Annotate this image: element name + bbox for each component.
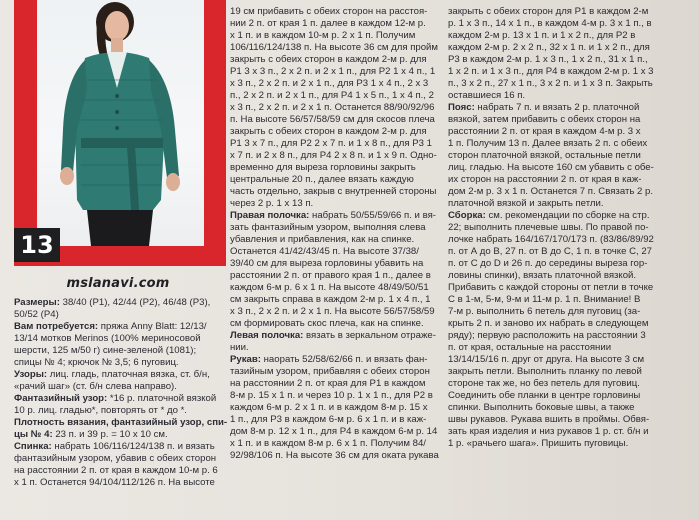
text-line <box>230 114 445 126</box>
line-text: п., 2 х 2 п. и 2 х 1 п., для Р4 1 х 5 п., 1 х 4 п., 2 <box>230 90 434 101</box>
section-label: Плотность вязания, фантазийный узор, спи- <box>14 417 228 428</box>
line-text: дом 8-м р. 12 х 1 п., для Р4 в каждом 6-м р. 14 <box>230 426 438 437</box>
text-line <box>448 114 694 126</box>
text-line <box>448 246 694 258</box>
text-line <box>448 90 694 102</box>
text-column-1 <box>14 297 226 489</box>
line-text: через 2 р. 1 х 13 п. <box>230 198 314 209</box>
line-text: п. от А до В, 27 п. от В до С, 1 п. в точке С, 27 <box>448 246 653 257</box>
line-text: швы рукавов. Рукава вшить в проймы. Обвя- <box>448 414 650 425</box>
line-text: 22; выполнить плечевые швы. По правой по- <box>448 222 649 233</box>
text-line <box>14 357 226 369</box>
text-line <box>230 306 445 318</box>
text-line <box>448 258 694 270</box>
text-line <box>230 42 445 54</box>
line-text: зать края изделия и низ рукавов 1 р. ст. б/н и <box>448 426 649 437</box>
line-text: 1 х 2 п. и 1 х 3 п., для Р4 в каждом 2-м р. 1 х 3 <box>448 66 654 77</box>
line-text: закрыть с обеих сторон в каждом 2-м р. для <box>230 54 427 65</box>
line-text: 13/14 мотков Merinos (100% мериносовой <box>14 333 201 344</box>
line-text: каждом 6-м р. 2 х 1 п. и в каждом 8-м р. 15 х <box>230 402 428 413</box>
text-line <box>14 405 226 417</box>
text-line <box>448 378 694 390</box>
line-text: 92/98/106 п. На высоте 36 см для оката рукава <box>230 450 439 461</box>
text-line <box>448 294 694 306</box>
text-line <box>230 138 445 150</box>
section-label: Пояс: <box>448 102 475 113</box>
line-text: х 3 п., 2 х 2 п. и 2 х 1 п. Останется 88/90/92/96 <box>230 102 435 113</box>
text-line <box>230 294 445 306</box>
text-line <box>230 450 445 462</box>
text-line <box>448 150 694 162</box>
line-text: спинки. Выполнить боковые швы, а также <box>448 402 635 413</box>
text-line <box>230 438 445 450</box>
line-text: см закрыть справа в каждом 2-м р. 1 х 4 п., 1 <box>230 294 431 305</box>
text-line <box>448 54 694 66</box>
line-text: убавления и прибавления, как на спинке. <box>230 234 415 245</box>
text-line <box>14 381 226 393</box>
line-text: ряду); первую расположить на расстоянии 3 <box>448 330 646 341</box>
text-line <box>230 102 445 114</box>
text-line <box>14 297 226 309</box>
text-line <box>14 453 226 465</box>
text-line <box>14 333 226 345</box>
line-text: закрыть петли. Выполнить планку по левой <box>448 366 642 377</box>
line-text: нии 2 п. от края 1 п. далее в каждом 12-м р. <box>230 18 426 29</box>
text-line <box>230 90 445 102</box>
text-line <box>448 366 694 378</box>
line-text: вязать в зеркальном отраже- <box>303 330 436 341</box>
line-text: их сторон на расстоянии 2 п. от края в каж- <box>448 174 642 185</box>
line-text: 23 п. и 39 р. = 10 х 10 см. <box>52 429 168 440</box>
text-line <box>448 270 694 282</box>
text-line <box>230 414 445 426</box>
line-text: центральные 20 п., далее вязать каждую <box>230 174 414 185</box>
line-text: сторон платочной вязкой, остальные петли <box>448 150 641 161</box>
text-line <box>448 30 694 42</box>
text-line <box>448 6 694 18</box>
line-text: х 3 п., 2 х 2 п. и 2 х 1 п. На высоте 56/57/58/59 <box>230 306 435 317</box>
model-photo <box>37 0 204 246</box>
text-line <box>230 210 445 222</box>
line-text: Останется 41/42/43/45 п. На высоте 37/38/ <box>230 246 419 257</box>
text-column-2 <box>230 6 445 462</box>
text-line <box>448 222 694 234</box>
line-text: Р1 3 х 3 п., 2 х 2 п. и 2 х 1 п., для Р2 1 х 4 п., 1 <box>230 66 436 77</box>
section-label: Сборка: <box>448 210 486 221</box>
line-text: часть отдельно, закрыв с внутренней стороны <box>230 186 437 197</box>
section-label: Рукав: <box>230 354 261 365</box>
text-line <box>448 306 694 318</box>
text-line <box>230 126 445 138</box>
line-text: фантазийным узором, убавив с обеих сторон <box>14 453 217 464</box>
text-line <box>448 198 694 210</box>
line-text: расстоянии 2 п. от края в каждом 4-м р. 3 х <box>448 126 641 137</box>
text-line <box>448 18 694 30</box>
section-label: Правая полочка: <box>230 210 310 221</box>
text-line <box>230 150 445 162</box>
line-text: ловины спинки), вязать платочной вязкой. <box>448 270 637 281</box>
text-line <box>230 198 445 210</box>
line-text: 7-м р. выполнить 6 петель для пуговиц (за- <box>448 306 641 317</box>
text-line <box>230 378 445 390</box>
site-watermark: mslanavi.com <box>66 276 170 291</box>
text-line <box>448 78 694 90</box>
line-text: п. от С до D и 26 п. до середины выреза гор- <box>448 258 648 269</box>
line-text: 13/14/15/16 п. друг от друга. На высоте 3 см <box>448 354 645 365</box>
section-label: Спинка: <box>14 441 52 452</box>
photo-frame <box>14 0 226 266</box>
line-text: х 7 п. и 2 х 8 п., для Р4 2 х 8 п. и 1 х 9 п. Одно- <box>230 150 437 161</box>
line-text: закрыть с обеих сторон для Р1 в каждом 2-м <box>448 6 649 17</box>
line-text: наорать 52/58/62/66 п. и вязать фан- <box>260 354 428 365</box>
text-line <box>448 342 694 354</box>
line-text: С в 1-м, 5-м, 9-м и 11-м р. 1 п. Внимание! В <box>448 294 641 305</box>
line-text: 39/40 см для выреза горловины убавить на <box>230 258 424 269</box>
line-text: пряжа Anny Blatt: 12/13/ <box>98 321 207 332</box>
line-text: лочке набрать 164/167/170/173 п. (83/86/89/92 <box>448 234 654 245</box>
text-line <box>14 477 226 489</box>
text-line <box>230 342 445 354</box>
text-line <box>14 393 226 405</box>
text-line <box>230 270 445 282</box>
line-text: 1 п., для Р3 в каждом 6-м р. 6 х 1 п. и в каж- <box>230 414 427 425</box>
text-line <box>230 282 445 294</box>
line-text: вязкой, затем прибавить с обеих сторон на <box>448 114 641 125</box>
line-text: х 3 п., 2 х 2 п. и 2 х 1 п., для Р3 1 х 4 п., 2 х 3 <box>230 78 429 89</box>
line-text: оставшиеся 16 п. <box>448 90 526 101</box>
text-line <box>230 174 445 186</box>
text-line <box>230 222 445 234</box>
text-line <box>230 246 445 258</box>
line-text: п. На высоте 56/57/58/59 см для скосов плеча <box>230 114 435 125</box>
text-line <box>14 441 226 453</box>
section-label: Узоры: <box>14 369 48 380</box>
text-line <box>14 417 226 429</box>
line-text: х 1 п. и в каждом 10-м р. 2 х 1 п. Получим <box>230 30 416 41</box>
line-text: Р3 в каждом 2-м р. 1 х 3 п., 1 х 2 п., 31 х 1 п., <box>448 54 648 65</box>
line-text: 19 см прибавить с обеих сторон на расстоя- <box>230 6 428 17</box>
text-line <box>448 42 694 54</box>
section-label: Вам потребуется: <box>14 321 99 332</box>
model-number-badge: 13 <box>14 228 60 262</box>
text-line <box>230 258 445 270</box>
line-text: расстоянии 2 п. от правого края 1 п., далее в <box>230 270 431 281</box>
line-text: п., 3 х 2 п., 27 х 1 п., 3 х 2 п. и 1 х 3 п. Закрыть <box>448 78 653 89</box>
text-column-3 <box>448 6 694 450</box>
text-line <box>230 186 445 198</box>
text-line <box>14 465 226 477</box>
line-text: нии. <box>230 342 249 353</box>
line-text: 1 р. «рачьего шага». Пришить пуговицы. <box>448 438 629 449</box>
line-text: каждом 2-м р. 13 х 1 п. и 1 х 2 п., для Р2 в <box>448 30 636 41</box>
line-text: Соединить обе планки в центре горловины <box>448 390 641 401</box>
line-text: 38/40 (Р1), 42/44 (Р2), 46/48 (Р3), <box>59 297 211 308</box>
text-line <box>230 78 445 90</box>
line-text: х 1 п. и в каждом 8-м р. 6 х 1 п. Получим 84/ <box>230 438 426 449</box>
line-text: закрыть с обеих сторон в каждом 2-м р. для <box>230 126 427 137</box>
text-line <box>230 390 445 402</box>
text-line <box>230 54 445 66</box>
line-text: временно для выреза горловины закрыть <box>230 162 416 173</box>
text-line <box>230 234 445 246</box>
text-line <box>230 402 445 414</box>
section-label: Размеры: <box>14 297 60 308</box>
text-line <box>230 426 445 438</box>
text-line <box>230 318 445 330</box>
line-text: спицы № 4; крючок № 3,5; 6 пуговиц. <box>14 357 179 368</box>
text-line <box>448 426 694 438</box>
line-text: Прибавить с каждой стороны от петли в точке <box>448 282 654 293</box>
text-line <box>448 330 694 342</box>
text-line <box>14 429 226 441</box>
line-text: платочной вязкой и закрыть петли. <box>448 198 604 209</box>
line-text: шерсти, 125 м/50 г) сине-зеленой (1081); <box>14 345 197 356</box>
section-label: цы № 4: <box>14 429 53 440</box>
line-text: тазийным узором, прибавляя с обеих сторон <box>230 366 430 377</box>
line-text: р. 1 х 3 п., 14 х 1 п., в каждом 4-м р. 3 х 1 п., в <box>448 18 652 29</box>
line-text: 106/116/124/138 п. На высоте 36 см для пройм <box>230 42 439 53</box>
text-line <box>14 345 226 357</box>
text-line <box>448 210 694 222</box>
text-line <box>448 390 694 402</box>
text-line <box>448 282 694 294</box>
text-line <box>14 309 226 321</box>
line-text: набрать 7 п. и вязать 2 р. платочной <box>474 102 640 113</box>
line-text: см. рекомендации по сборке на стр. <box>485 210 650 221</box>
line-text: дом 2-м р. 3 х 1 п. Останется 7 п. Связать 2 р. <box>448 186 654 197</box>
line-text: набрать 106/116/124/138 п. и вязать <box>51 441 215 452</box>
text-line <box>448 174 694 186</box>
text-line <box>14 321 226 333</box>
text-line <box>448 126 694 138</box>
text-line <box>230 6 445 18</box>
text-line <box>230 30 445 42</box>
line-text: 1 п. Получим 13 п. Далее вязать 2 п. с обеих <box>448 138 648 149</box>
section-label: Фантазийный узор: <box>14 393 108 404</box>
line-text: «рачий шаг» (ст. б/н слева направо). <box>14 381 177 392</box>
text-line <box>230 366 445 378</box>
text-line <box>14 369 226 381</box>
text-line <box>448 234 694 246</box>
text-line <box>448 138 694 150</box>
text-line <box>448 438 694 450</box>
line-text: 50/52 (Р4) <box>14 309 59 320</box>
text-line <box>448 66 694 78</box>
text-line <box>448 354 694 366</box>
line-text: Р1 3 х 7 п., для Р2 2 х 7 п. и 1 х 8 п., для Р3 1 <box>230 138 432 149</box>
line-text: 8-м р. 15 х 1 п. и через 10 р. 1 х 1 п., для Р2 в <box>230 390 433 401</box>
text-line <box>230 330 445 342</box>
text-line <box>448 402 694 414</box>
line-text: см формировать скос плеча, как на спинке. <box>230 318 424 329</box>
line-text: х 1 п. Останется 94/104/112/126 п. На высоте <box>14 477 215 488</box>
text-line <box>230 66 445 78</box>
line-text: на расстоянии 2 п. от края для Р1 в каждом <box>230 378 426 389</box>
line-text: зать фантазийным узором, выполняя слева <box>230 222 426 233</box>
line-text: каждом 6-м р. 6 х 1 п. На высоте 48/49/50/51 <box>230 282 429 293</box>
line-text: набрать 50/55/59/66 п. и вя- <box>309 210 436 221</box>
line-text: стороне так же, но без петель для пуговиц. <box>448 378 640 389</box>
text-line <box>230 18 445 30</box>
line-text: п. от края, остальные на расстоянии <box>448 342 612 353</box>
line-text: каждом 2-м р. 2 х 2 п., 32 х 1 п. и 1 х 2 п., для <box>448 42 650 53</box>
section-label: Левая полочка: <box>230 330 304 341</box>
text-line <box>448 318 694 330</box>
text-line <box>448 186 694 198</box>
text-line <box>230 162 445 174</box>
text-line <box>448 102 694 114</box>
model-illustration <box>37 0 204 246</box>
line-text: 10 р. лиц. гладью*, повторять от * до *. <box>14 405 187 416</box>
text-line <box>230 354 445 366</box>
line-text: на расстоянии 2 п. от края в каждом 10-м р. 6 <box>14 465 218 476</box>
line-text: лиц. гладь, платочная вязка, ст. б/н, <box>47 369 210 380</box>
text-line <box>448 162 694 174</box>
text-line <box>448 414 694 426</box>
line-text: лиц. гладью. На высоте 160 см убавить с обе- <box>448 162 654 173</box>
line-text: *16 р. платочной вязкой <box>107 393 217 404</box>
line-text: крыть 2 п. и заново их набрать в следующем <box>448 318 649 329</box>
